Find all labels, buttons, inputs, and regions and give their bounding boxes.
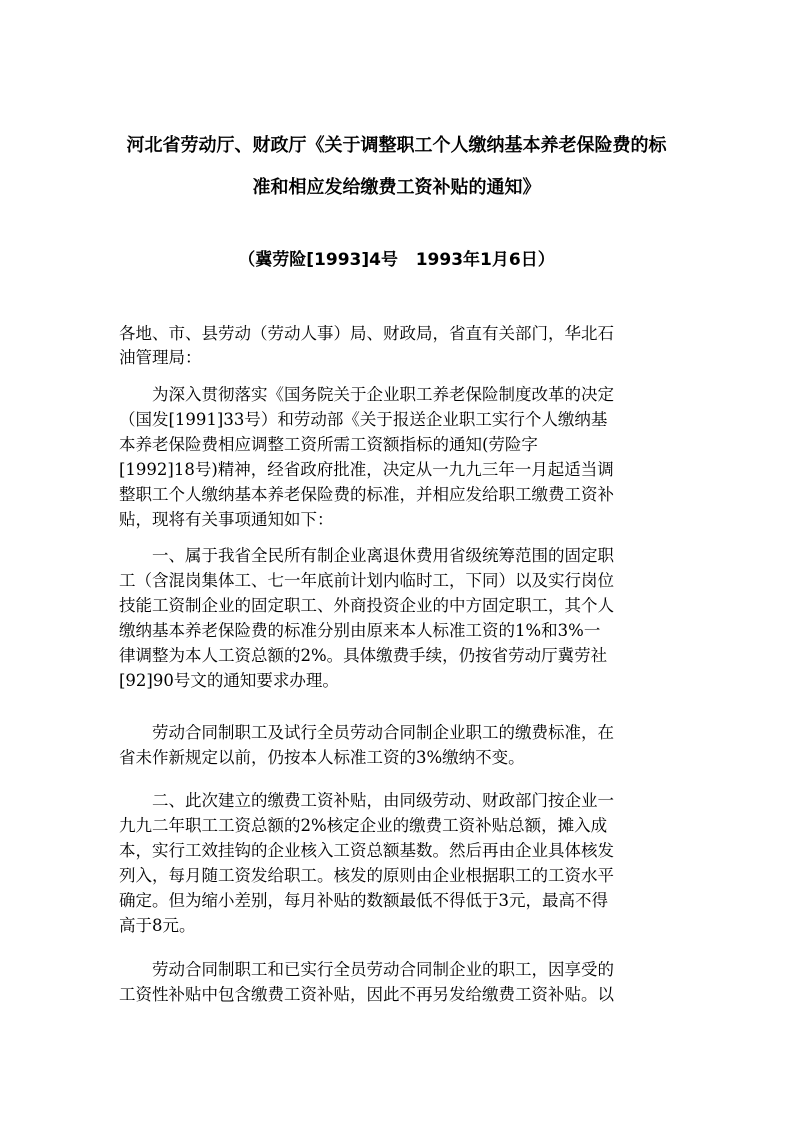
paragraph-2-line: 工（含混岗集体工、七一年底前计划内临时工，下同）以及实行岗位 [119,571,614,590]
paragraph-4-line: 高于8元。 [119,916,196,935]
paragraph-1-line: [1992]18号)精神，经省政府批准，决定从一九九三年一月起适当调 [119,460,614,479]
paragraph-3-line: 劳动合同制职工及试行全员劳动合同制企业职工的缴费标准，在 [152,723,614,742]
paragraph-1-line: 为深入贯彻落实《国务院关于企业职工养老保险制度改革的决定 [152,385,614,404]
paragraph-4-line: 确定。但为缩小差别，每月补贴的数额最低不得低于3元，最高不得 [119,891,608,910]
paragraph-1-line: 整职工个人缴纳基本养老保险费的标准，并相应发给职工缴费工资补 [119,485,614,504]
paragraph-2-line: 律调整为本人工资总额的2%。具体缴费手续，仍按省劳动厅冀劳社 [119,646,608,665]
paragraph-4-line: 列入，每月随工资发给职工。核发的原则由企业根据职工的工资水平 [119,866,614,885]
paragraph-2-line: [92]90号文的通知要求办理。 [119,671,339,690]
paragraph-2-line: 技能工资制企业的固定职工、外商投资企业的中方固定职工，其个人 [119,596,614,615]
paragraph-1-line: 本养老保险费相应调整工资所需工资额指标的通知(劳险字 [119,435,538,454]
paragraph-2-line: 一、属于我省全民所有制企业离退休费用省级统筹范围的固定职 [152,546,614,565]
document-title-line-1: 河北省劳动厅、财政厅《关于调整职工个人缴纳基本养老保险费的标 [126,135,667,156]
paragraph-4-line: 本，实行工效挂钩的企业核入工资总额基数。然后再由企业具体核发 [119,841,614,860]
document-number: （冀劳险[1993]4号 1993年1月6日） [238,250,555,270]
addressee-line: 各地、市、县劳动（劳动人事）局、财政局，省直有关部门，华北石 [119,324,614,343]
paragraph-2-line: 缴纳基本养老保险费的标准分别由原来本人标准工资的1%和3%一 [119,621,601,640]
paragraph-4-line: 九九二年职工工资总额的2%核定企业的缴费工资补贴总额，摊入成 [119,816,608,835]
paragraph-1-line: （国发[1991]33号）和劳动部《关于报送企业职工实行个人缴纳基 [119,410,608,429]
document-title-line-2: 准和相应发给缴费工资补贴的通知》 [252,177,541,198]
paragraph-5-line: 劳动合同制职工和已实行全员劳动合同制企业的职工，因享受的 [152,960,614,979]
paragraph-4-line: 二、此次建立的缴费工资补贴，由同级劳动、财政部门按企业一 [152,791,614,810]
paragraph-3-line: 省未作新规定以前，仍按本人标准工资的3%缴纳不变。 [119,748,525,767]
paragraph-5-line: 工资性补贴中包含缴费工资补贴，因此不再另发给缴费工资补贴。以 [119,985,614,1004]
addressee-line: 油管理局： [119,348,202,367]
paragraph-1-line: 贴，现将有关事项通知如下： [119,510,334,529]
